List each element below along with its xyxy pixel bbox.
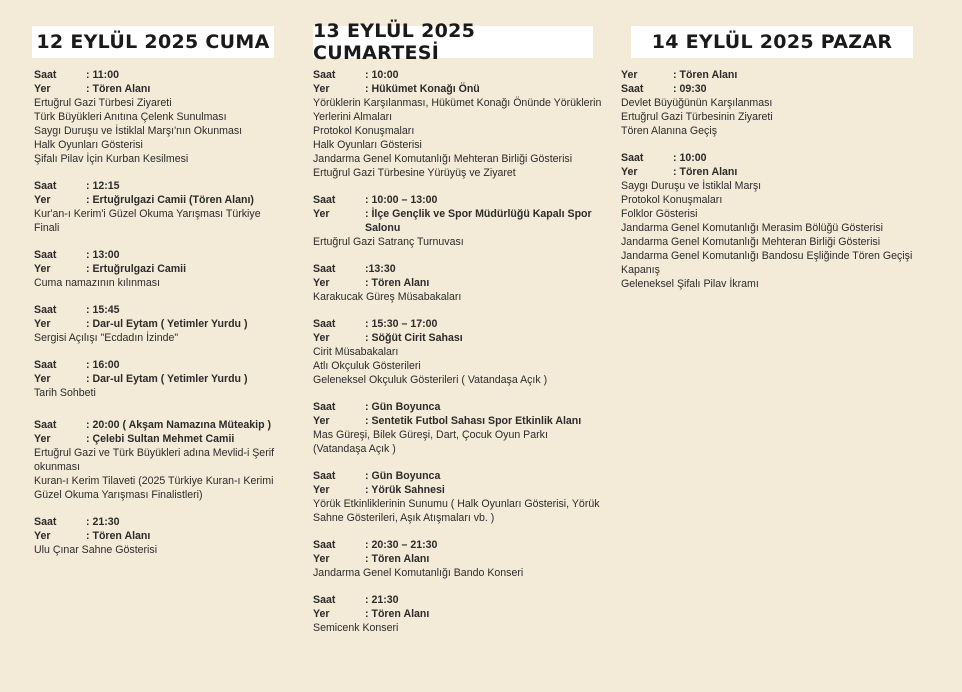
meta-key: Saat <box>34 359 57 371</box>
event-block <box>34 179 284 235</box>
event-line: Yörük Etkinliklerinin Sunumu ( Halk Oyunları Gösterisi, Yörük Sahne Gösterileri, Aşık Atışmaları vb. ) <box>313 498 600 524</box>
event-meta-row <box>313 262 603 276</box>
event-meta-row <box>34 262 284 276</box>
meta-value: : Tören Alanı <box>365 277 430 289</box>
event-block <box>34 418 284 502</box>
meta-value: : 09:30 <box>673 83 707 95</box>
meta-key: Yer <box>34 433 51 445</box>
meta-value: :13:30 <box>365 263 396 275</box>
event-meta-row <box>313 331 603 345</box>
event-block <box>34 248 284 290</box>
meta-key: Yer <box>313 484 330 496</box>
day-header: 13 EYLÜL 2025 CUMARTESİ <box>313 26 593 58</box>
event-line: Ertuğrul Gazi Türbesi Ziyareti <box>34 97 172 109</box>
day-column-14 <box>621 26 921 304</box>
event-block <box>34 515 284 557</box>
meta-value: : 10:00 <box>365 69 399 81</box>
event-line: Halk Oyunları Gösterisi <box>313 139 422 151</box>
meta-key: Yer <box>313 208 330 220</box>
meta-value: : Gün Boyunca <box>365 401 441 413</box>
event-meta-row <box>313 607 603 621</box>
meta-key: Yer <box>34 263 51 275</box>
meta-value: : 15:30 – 17:00 <box>365 318 438 330</box>
event-line: Halk Oyunları Gösterisi <box>34 139 143 151</box>
event-meta-row <box>621 68 921 82</box>
event-meta-row <box>313 193 603 207</box>
event-line: Jandarma Genel Komutanlığı Mehteran Birliği Gösterisi <box>313 153 573 165</box>
event-block <box>313 193 603 249</box>
event-line: Saygı Duruşu ve İstiklal Marşı'nın Okunması <box>34 125 243 137</box>
event-line: Ertuğrul Gazi Türbesinin Ziyareti <box>621 111 773 123</box>
meta-value: : Tören Alanı <box>365 608 430 620</box>
event-meta-row <box>621 165 921 179</box>
event-block <box>621 68 921 138</box>
event-meta-row <box>34 529 284 543</box>
event-meta-row <box>34 68 284 82</box>
event-block <box>313 68 603 180</box>
meta-value: : 13:00 <box>86 249 120 261</box>
event-line: Karakucak Güreş Müsabakaları <box>313 291 462 303</box>
meta-value: : Ertuğrulgazi Camii <box>86 263 187 275</box>
event-line: Semicenk Konseri <box>313 622 399 634</box>
meta-value: : 21:30 <box>86 516 120 528</box>
event-line: Jandarma Genel Komutanlığı Mehteran Birliği Gösterisi <box>621 236 881 248</box>
meta-key: Saat <box>34 69 57 81</box>
day-column-12 <box>34 26 284 570</box>
event-line: Yörüklerin Karşılanması, Hükümet Konağı Önünde Yörüklerin Yerlerini Almaları <box>313 97 602 123</box>
event-line: Ertuğrul Gazi Satranç Turnuvası <box>313 236 464 248</box>
meta-key: Yer <box>313 415 330 427</box>
event-block <box>621 151 921 291</box>
event-meta-row <box>313 552 603 566</box>
meta-key: Yer <box>621 166 638 178</box>
meta-key: Saat <box>34 180 57 192</box>
meta-value: : Tören Alanı <box>86 83 151 95</box>
meta-value: : 20:00 ( Akşam Namazına Müteakip ) <box>86 419 272 431</box>
event-meta-row <box>34 372 284 386</box>
event-line: Atlı Okçuluk Gösterileri <box>313 360 421 372</box>
day-column-13 <box>313 20 603 648</box>
event-line: Sergisi Açılışı "Ecdadın İzinde" <box>34 332 179 344</box>
event-line: Tarih Sohbeti <box>34 387 96 399</box>
meta-value: : Tören Alanı <box>673 166 738 178</box>
event-meta-row <box>34 248 284 262</box>
event-line: Jandarma Genel Komutanlığı Bando Konseri <box>313 567 524 579</box>
meta-value: : Gün Boyunca <box>365 470 441 482</box>
event-meta-row <box>313 483 603 497</box>
meta-key: Saat <box>313 263 336 275</box>
event-line: Türk Büyükleri Anıtına Çelenk Sunulması <box>34 111 227 123</box>
meta-key: Saat <box>313 401 336 413</box>
event-meta-row <box>621 82 921 96</box>
meta-key: Yer <box>34 373 51 385</box>
event-list <box>34 68 284 557</box>
meta-key: Yer <box>313 332 330 344</box>
event-block <box>313 538 603 580</box>
meta-value: : 10:00 – 13:00 <box>365 194 438 206</box>
meta-key: Saat <box>34 516 57 528</box>
meta-key: Saat <box>313 318 336 330</box>
meta-value: : Tören Alanı <box>365 553 430 565</box>
meta-key: Yer <box>313 553 330 565</box>
meta-key: Yer <box>34 194 51 206</box>
meta-key: Yer <box>313 83 330 95</box>
meta-value: : 15:45 <box>86 304 120 316</box>
event-block <box>313 400 603 456</box>
meta-key: Saat <box>621 83 644 95</box>
day-header: 12 EYLÜL 2025 CUMA <box>32 26 274 58</box>
meta-key: Saat <box>34 304 57 316</box>
event-meta-row <box>313 207 603 235</box>
event-line: Saygı Duruşu ve İstiklal Marşı <box>621 180 762 192</box>
event-line: Geleneksel Okçuluk Gösterileri ( Vatandaşa Açık ) <box>313 374 548 386</box>
event-block <box>313 262 603 304</box>
event-meta-row <box>313 276 603 290</box>
event-block <box>34 303 284 345</box>
meta-value: : 20:30 – 21:30 <box>365 539 438 551</box>
meta-key: Yer <box>621 69 638 81</box>
day-header: 14 EYLÜL 2025 PAZAR <box>631 26 913 58</box>
event-line: Jandarma Genel Komutanlığı Merasim Bölüğü Gösterisi <box>621 222 884 234</box>
event-meta-row <box>34 418 284 432</box>
event-block <box>34 358 284 400</box>
meta-value: : Dar-ul Eytam ( Yetimler Yurdu ) <box>86 318 248 330</box>
event-meta-row <box>313 469 603 483</box>
event-meta-row <box>34 193 284 207</box>
meta-key: Yer <box>34 318 51 330</box>
event-block <box>313 593 603 635</box>
meta-key: Yer <box>34 530 51 542</box>
event-meta-row <box>313 414 603 428</box>
event-meta-row <box>313 317 603 331</box>
event-meta-row <box>34 358 284 372</box>
meta-value: : 12:15 <box>86 180 120 192</box>
event-meta-row <box>313 68 603 82</box>
event-line: Kuran-ı Kerim Tilaveti (2025 Türkiye Kuran-ı Kerimi Güzel Okuma Yarışması Finalistleri) <box>34 475 274 501</box>
event-meta-row <box>313 82 603 96</box>
event-meta-row <box>34 82 284 96</box>
event-line: Cuma namazının kılınması <box>34 277 160 289</box>
event-list <box>621 68 921 291</box>
event-meta-row <box>313 400 603 414</box>
event-line: Folklor Gösterisi <box>621 208 698 220</box>
event-line: Jandarma Genel Komutanlığı Bandosu Eşliğinde Tören Geçişi Kapanış <box>621 250 913 276</box>
meta-value: : Söğüt Cirit Sahası <box>365 332 463 344</box>
meta-key: Yer <box>313 277 330 289</box>
event-line: Geleneksel Şifalı Pilav İkramı <box>621 278 759 290</box>
event-line: Mas Güreşi, Bilek Güreşi, Dart, Çocuk Oyun Parkı (Vatandaşa Açık ) <box>313 429 548 455</box>
event-meta-row <box>621 151 921 165</box>
event-line: Protokol Konuşmaları <box>621 194 723 206</box>
event-line: Kur'an-ı Kerim'i Güzel Okuma Yarışması Türkiye Finali <box>34 208 261 234</box>
event-meta-row <box>34 515 284 529</box>
meta-key: Yer <box>313 608 330 620</box>
meta-key: Saat <box>34 419 57 431</box>
meta-value: : 21:30 <box>365 594 399 606</box>
event-line: Ertuğrul Gazi Türbesine Yürüyüş ve Ziyaret <box>313 167 516 179</box>
event-line: Protokol Konuşmaları <box>313 125 415 137</box>
event-meta-row <box>34 317 284 331</box>
event-line: Ertuğrul Gazi ve Türk Büyükleri adına Mevlid-i Şerif okunması <box>34 447 275 473</box>
meta-value: : Tören Alanı <box>86 530 151 542</box>
meta-value: : Yörük Sahnesi <box>365 484 445 496</box>
meta-value: : Çelebi Sultan Mehmet Camii <box>86 433 235 445</box>
event-meta-row <box>34 179 284 193</box>
event-block <box>34 68 284 166</box>
event-meta-row <box>313 538 603 552</box>
meta-key: Yer <box>34 83 51 95</box>
event-line: Devlet Büyüğünün Karşılanması <box>621 97 773 109</box>
event-line: Tören Alanına Geçiş <box>621 125 717 137</box>
event-line: Cirit Müsabakaları <box>313 346 399 358</box>
meta-key: Saat <box>313 194 336 206</box>
event-block <box>313 317 603 387</box>
meta-value: : 10:00 <box>673 152 707 164</box>
event-meta-row <box>313 593 603 607</box>
meta-value: : 11:00 <box>86 69 119 81</box>
event-block <box>313 469 603 525</box>
meta-key: Saat <box>621 152 644 164</box>
meta-key: Saat <box>313 539 336 551</box>
meta-key: Saat <box>313 594 336 606</box>
meta-value: : Hükümet Konağı Önü <box>365 83 480 95</box>
meta-value: : Sentetik Futbol Sahası Spor Etkinlik Alanı <box>365 415 582 427</box>
event-line: Ulu Çınar Sahne Gösterisi <box>34 544 158 556</box>
meta-key: Saat <box>34 249 57 261</box>
event-list <box>313 68 603 635</box>
meta-value: : Dar-ul Eytam ( Yetimler Yurdu ) <box>86 373 248 385</box>
event-meta-row <box>34 432 284 446</box>
meta-key: Saat <box>313 470 336 482</box>
event-line: Şifalı Pilav İçin Kurban Kesilmesi <box>34 153 189 165</box>
meta-value: : Ertuğrulgazi Camii (Tören Alanı) <box>86 194 254 206</box>
meta-value: : İlçe Gençlik ve Spor Müdürlüğü Kapalı Spor Salonu <box>365 208 592 234</box>
meta-value: : 16:00 <box>86 359 120 371</box>
event-meta-row <box>34 303 284 317</box>
meta-key: Saat <box>313 69 336 81</box>
meta-value: : Tören Alanı <box>673 69 738 81</box>
